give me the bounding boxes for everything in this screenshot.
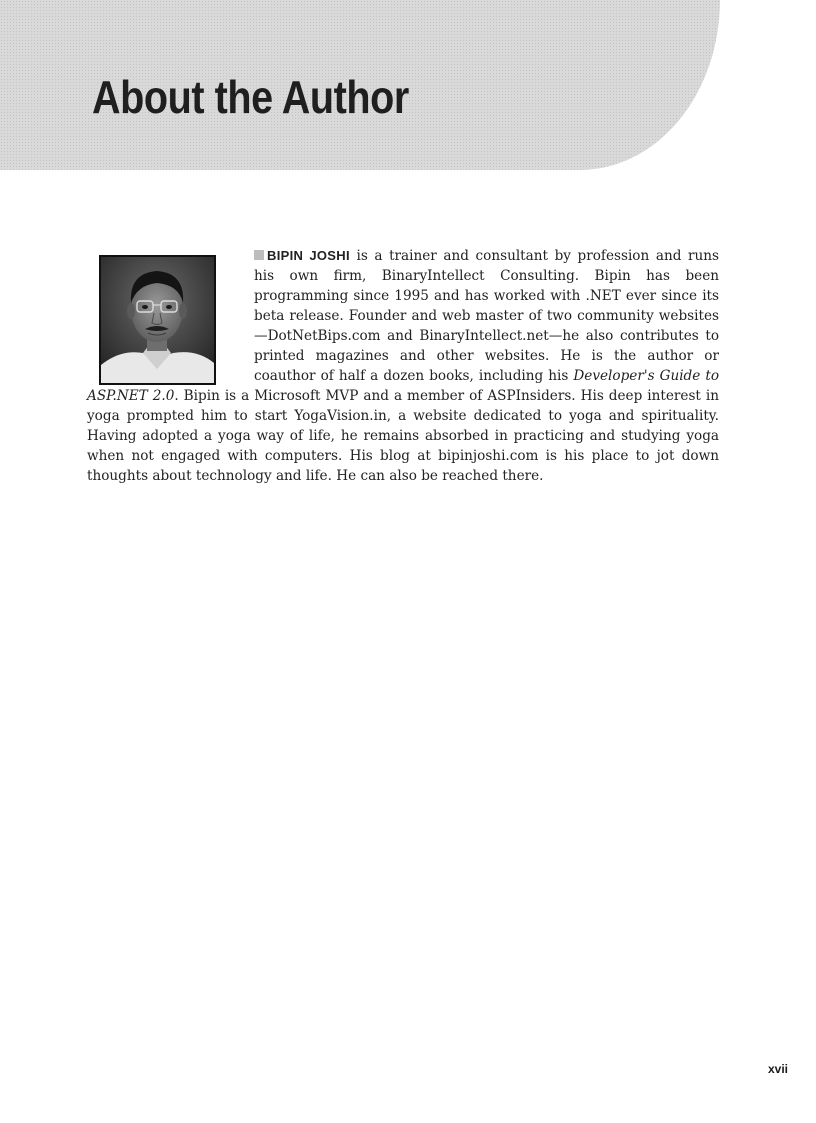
author-name: BIPIN JOSHI <box>267 248 350 263</box>
author-bio <box>87 246 719 486</box>
page-number: xvii <box>767 1062 788 1076</box>
bio-text-intro: is a trainer and consultant by profession and runs his own firm, BinaryIntellect Consulting. Bipin has been programming since 1995 and has worked with .NET ever since its beta release. Founder and web master of two community websites—DotNetBips.com and BinaryIntellect.net—he also contributes to printed magazines and other websites. He is the author or coauthor of half a dozen books, including his <box>254 248 719 384</box>
bullet-marker-icon <box>254 250 264 260</box>
book-title: Developer's Guide to ASP.NET 2.0 <box>87 368 720 404</box>
chapter-title: About the Author <box>92 71 409 123</box>
bio-text-rest: . Bipin is a Microsoft MVP and a member of ASPInsiders. His deep interest in yoga prompted him to start YogaVision.in, a website dedicated to yoga and spirituality. Having adopted a yoga way of life, he remains absorbed in practicing and studying yoga when not engaged with computers. His blog at bipinjoshi.com is his place to jot down thoughts about technology and life. He can also be reached there. <box>87 388 719 484</box>
author-photo <box>99 255 216 385</box>
author-portrait <box>101 257 214 383</box>
